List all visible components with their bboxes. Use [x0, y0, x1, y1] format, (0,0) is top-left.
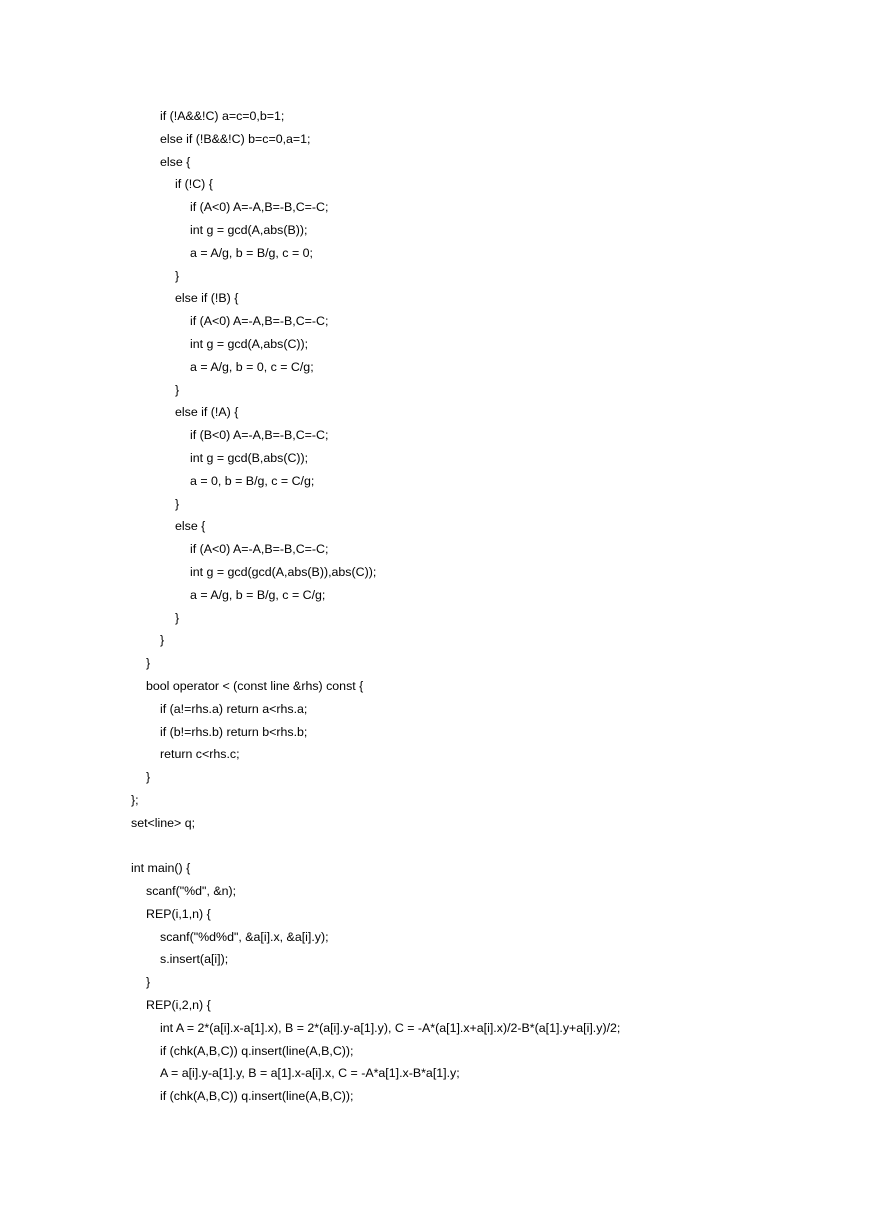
code-line	[131, 835, 620, 858]
code-line: }	[160, 633, 165, 648]
code-line: };	[131, 792, 139, 807]
code-line: set<line> q;	[131, 815, 196, 830]
code-line: }	[175, 610, 180, 625]
code-line: else {	[175, 519, 206, 534]
code-line: REP(i,1,n) {	[146, 906, 211, 921]
code-line: int g = gcd(A,abs(B));	[190, 222, 308, 237]
code-line: }	[146, 975, 151, 990]
code-line: if (!C) {	[175, 177, 213, 192]
code-line: else {	[160, 154, 191, 169]
code-line: scanf("%d%d", &a[i].x, &a[i].y);	[160, 929, 329, 944]
code-line: }	[146, 656, 151, 671]
code-line: if (chk(A,B,C)) q.insert(line(A,B,C));	[160, 1089, 354, 1104]
code-line: a = A/g, b = B/g, c = C/g;	[190, 587, 326, 602]
code-line: return c<rhs.c;	[160, 747, 240, 762]
code-line: int g = gcd(B,abs(C));	[190, 450, 309, 465]
code-line: }	[175, 496, 180, 511]
code-line: else if (!B) {	[175, 291, 239, 306]
code-line: s.insert(a[i]);	[160, 952, 229, 967]
code-line: if (B<0) A=-A,B=-B,C=-C;	[190, 428, 329, 443]
code-line: A = a[i].y-a[1].y, B = a[1].x-a[i].x, C = -A*a[1].x-B*a[1].y;	[160, 1066, 460, 1081]
code-line: if (A<0) A=-A,B=-B,C=-C;	[190, 200, 329, 215]
code-line: }	[175, 382, 180, 397]
code-line: if (a!=rhs.a) return a<rhs.a;	[160, 701, 308, 716]
code-line: else if (!B&&!C) b=c=0,a=1;	[160, 131, 311, 146]
code-line: if (A<0) A=-A,B=-B,C=-C;	[190, 314, 329, 329]
code-listing	[131, 105, 620, 1108]
code-line: REP(i,2,n) {	[146, 998, 211, 1013]
code-line: if (chk(A,B,C)) q.insert(line(A,B,C));	[160, 1043, 354, 1058]
code-line: if (A<0) A=-A,B=-B,C=-C;	[190, 542, 329, 557]
code-line: scanf("%d", &n);	[146, 884, 237, 899]
code-line: a = A/g, b = 0, c = C/g;	[190, 359, 314, 374]
code-line: int g = gcd(A,abs(C));	[190, 336, 309, 351]
code-line: if (b!=rhs.b) return b<rhs.b;	[160, 724, 308, 739]
code-line: }	[146, 770, 151, 785]
code-line: }	[175, 268, 180, 283]
code-line: int g = gcd(gcd(A,abs(B)),abs(C));	[190, 564, 377, 579]
code-line: int A = 2*(a[i].x-a[1].x), B = 2*(a[i].y-a[1].y), C = -A*(a[1].x+a[i].x)/2-B*(a[1].y+a[i].y)/2;	[160, 1020, 621, 1035]
code-line: a = A/g, b = B/g, c = 0;	[190, 245, 313, 260]
code-line: else if (!A) {	[175, 405, 239, 420]
code-line: int main() {	[131, 861, 191, 876]
code-line: a = 0, b = B/g, c = C/g;	[190, 473, 315, 488]
code-line: if (!A&&!C) a=c=0,b=1;	[160, 109, 285, 123]
code-line: bool operator < (const line &rhs) const {	[146, 678, 364, 693]
